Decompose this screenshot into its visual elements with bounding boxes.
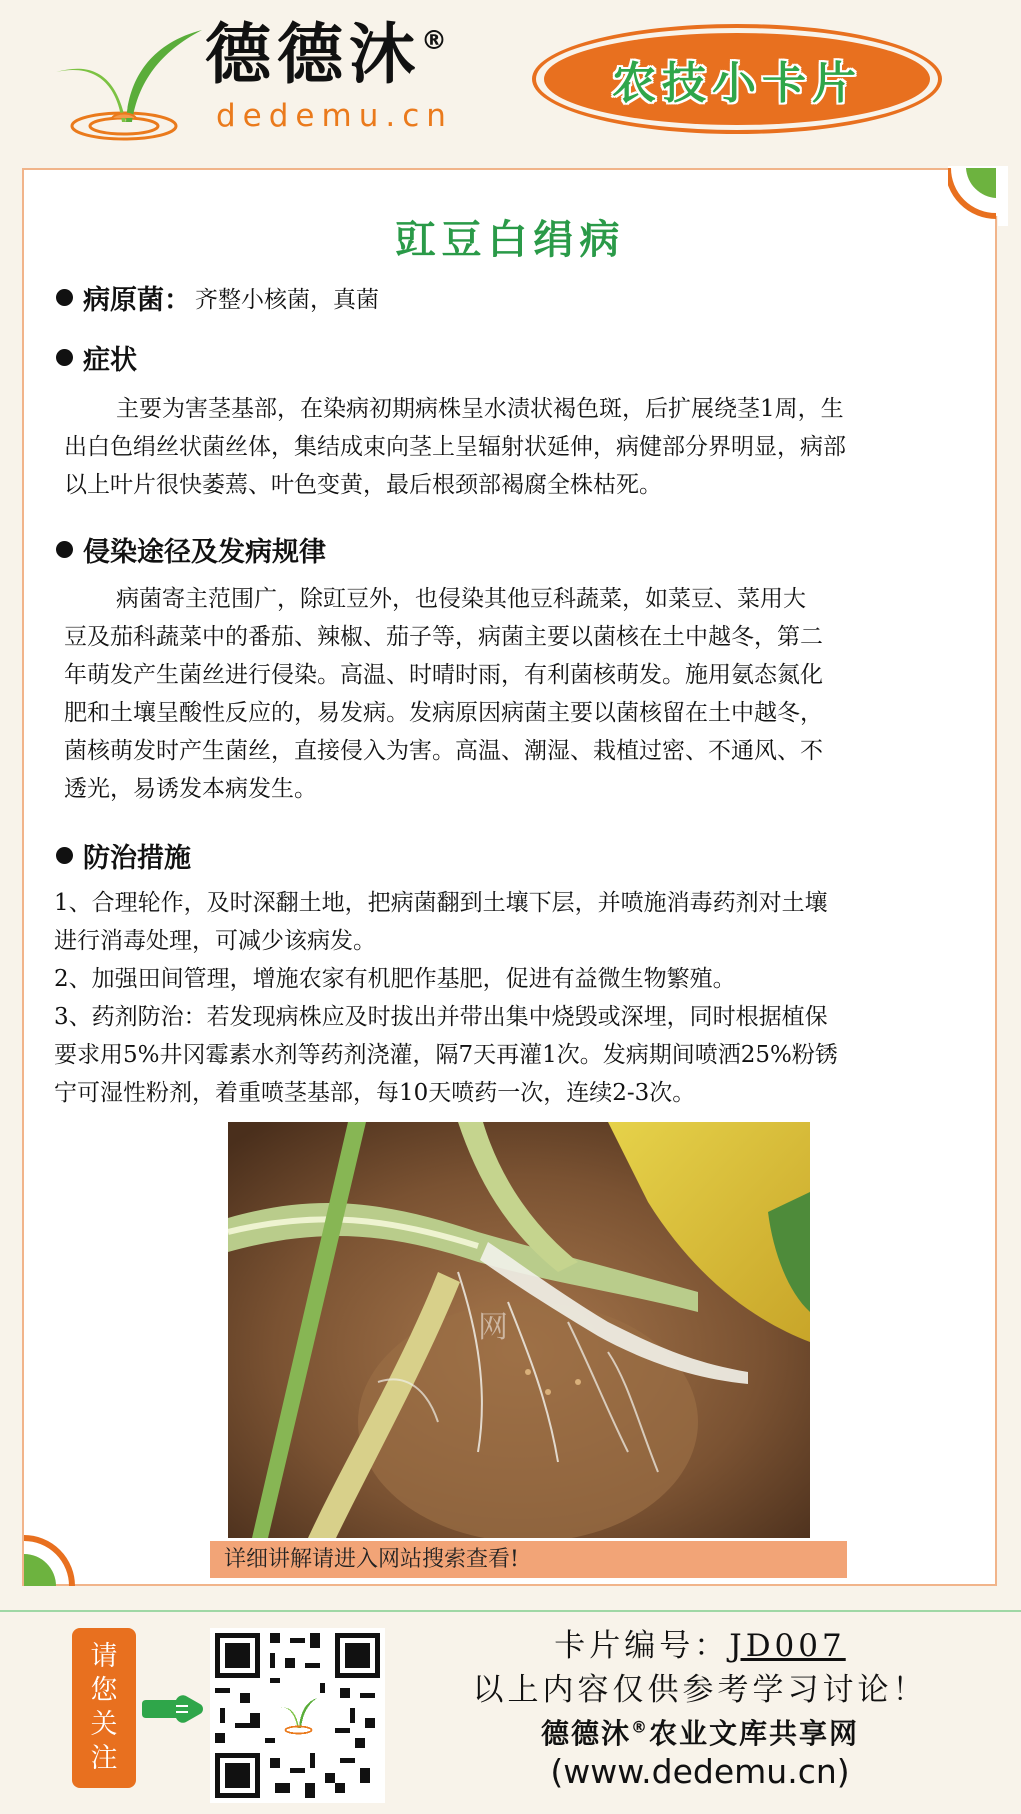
paragraph-line: 透光，易诱发本病发生。	[64, 776, 317, 802]
paragraph-line: 豆及茄科蔬菜中的番茄、辣椒、茄子等，病菌主要以菌核在土中越冬，第二	[64, 624, 823, 650]
badge-text: 农技小卡片	[612, 58, 862, 109]
cta-banner[interactable]: 详细讲解请进入网站搜索查看!	[210, 1541, 847, 1578]
paragraph-line: 3、药剂防治：若发现病株应及时拔出并带出集中烧毁或深埋，同时根据植保	[54, 1004, 828, 1030]
disclaimer: 以上内容仅供参考学习讨论！	[472, 1672, 928, 1708]
pathogen-section	[56, 278, 379, 317]
brand-name: 德德沐®	[205, 16, 453, 93]
photo-watermark: 网	[478, 1310, 508, 1345]
follow-char: 您	[90, 1675, 118, 1706]
symptoms-heading	[56, 338, 137, 377]
follow-us-badge[interactable]	[72, 1628, 136, 1788]
paragraph-line: 肥和土壤呈酸性反应的，易发病。发病原因病菌主要以菌核留在土中越冬，	[64, 700, 823, 726]
infection-heading-text: 侵染途径及发病规律	[83, 537, 326, 568]
bullet-icon	[56, 541, 73, 558]
sprout-logo-icon	[52, 22, 212, 142]
pathogen-text: 齐整小核菌，真菌	[195, 287, 379, 313]
paragraph-line: 菌核萌发时产生菌丝，直接侵入为害。高温、潮湿、栽植过密、不通风、不	[64, 738, 823, 764]
header	[0, 0, 1021, 160]
disease-photo	[228, 1122, 810, 1538]
footer-divider	[0, 1610, 1021, 1612]
paragraph-line: 进行消毒处理，可减少该病发。	[54, 928, 376, 954]
bullet-icon	[56, 847, 73, 864]
paragraph-line: 要求用5%井冈霉素水剂等药剂浇灌，隔7天再灌1次。发病期间喷洒25%粉锈	[54, 1042, 838, 1068]
control-paragraph	[54, 884, 989, 1112]
website-url[interactable]: (www.dedemu.cn)	[550, 1752, 850, 1791]
corner-decoration-bottom-left	[22, 1528, 82, 1588]
follow-char: 请	[90, 1641, 118, 1672]
pointing-hand-icon	[142, 1686, 204, 1728]
card-title: 豇豆白绢病	[395, 217, 626, 263]
library-name: 德德沐®农业文库共享网	[540, 1717, 860, 1750]
brand-url: dedemu.cn	[216, 98, 453, 134]
control-heading-text: 防治措施	[83, 843, 191, 874]
bullet-icon	[56, 349, 73, 366]
paragraph-line: 主要为害茎基部，在染病初期病株呈水渍状褐色斑，后扩展绕茎1周，生	[116, 396, 844, 422]
card-number-label: 卡片编号：	[554, 1628, 730, 1664]
follow-char: 关	[90, 1709, 118, 1740]
control-heading	[56, 836, 191, 875]
paragraph-line: 出白色绢丝状菌丝体，集结成束向茎上呈辐射状延伸，病健部分界明显，病部	[64, 434, 846, 460]
follow-char: 注	[90, 1743, 118, 1774]
badge	[544, 33, 930, 125]
infection-heading	[56, 530, 326, 569]
paragraph-line: 2、加强田间管理，增施农家有机肥作基肥，促进有益微生物繁殖。	[54, 966, 736, 992]
symptoms-paragraph	[64, 390, 984, 504]
paragraph-line: 1、合理轮作，及时深翻土地，把病菌翻到土壤下层，并喷施消毒药剂对土壤	[54, 890, 828, 916]
paragraph-line: 年萌发产生菌丝进行侵染。高温、时晴时雨，有利菌核萌发。施用氨态氮化	[64, 662, 823, 688]
card-number-value: JD007	[729, 1628, 846, 1664]
qr-code[interactable]	[210, 1628, 385, 1803]
paragraph-line: 病菌寄主范围广，除豇豆外，也侵染其他豆科蔬菜，如菜豆、菜用大	[116, 586, 806, 612]
paragraph-line: 以上叶片很快萎蔫、叶色变黄，最后根颈部褐腐全株枯死。	[64, 472, 662, 498]
bullet-icon	[56, 289, 73, 306]
card-number	[400, 1620, 1000, 1665]
pathogen-heading: 病原菌：	[83, 285, 191, 316]
infection-paragraph	[64, 580, 984, 808]
symptoms-heading-text: 症状	[83, 345, 137, 376]
paragraph-line: 宁可湿性粉剂，着重喷茎基部，每10天喷药一次，连续2-3次。	[54, 1080, 696, 1106]
